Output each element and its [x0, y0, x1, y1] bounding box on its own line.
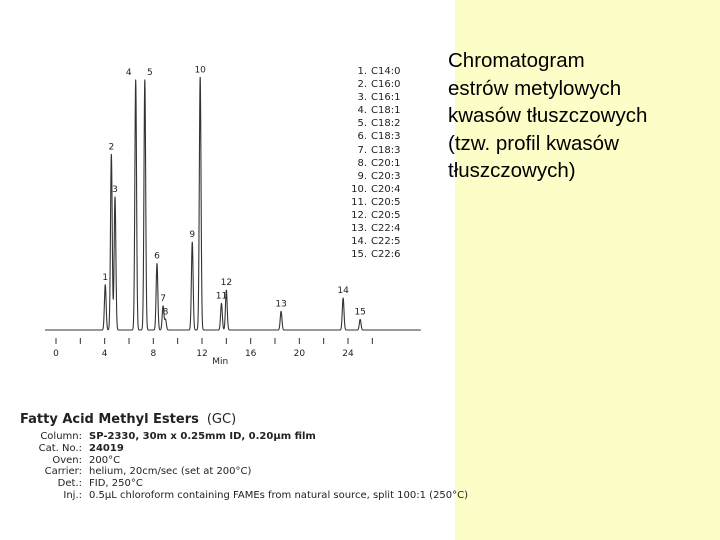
legend-number: 8.: [357, 157, 367, 169]
legend-item: [341, 78, 400, 91]
legend-item: [341, 183, 400, 196]
legend-compound: C18:3: [371, 131, 401, 143]
legend-compound: C20:5: [371, 196, 401, 208]
legend-item: [341, 209, 400, 222]
legend-item: [341, 144, 400, 157]
legend-number: 11.: [351, 196, 367, 208]
method-rows: [20, 431, 468, 502]
caption-line: kwasów tłuszczowych: [448, 104, 648, 127]
legend-number: 1.: [357, 66, 367, 77]
legend-compound: C20:1: [371, 157, 401, 169]
x-tick-label: 20: [293, 349, 306, 359]
peak-legend: [341, 65, 400, 261]
legend-compound: C16:1: [371, 92, 401, 104]
legend-compound: C20:3: [371, 170, 401, 182]
legend-compound: C22:4: [371, 223, 401, 235]
x-tick-label: 24: [342, 349, 354, 359]
peak-label: 4: [125, 67, 132, 78]
legend-item: [341, 196, 400, 209]
legend-compound: C18:1: [371, 105, 401, 117]
method-row-value: 0.5µL chloroform containing FAMEs from natural source, split 100:1 (250°C): [89, 489, 469, 501]
x-tick-label: 0: [53, 349, 59, 359]
caption-text: [448, 47, 716, 185]
legend-number: 2.: [357, 79, 367, 91]
method-row-value: SP-2330, 30m x 0.25mm ID, 0.20µm film: [89, 431, 316, 442]
legend-number: 4.: [357, 105, 367, 117]
x-tick-label: 4: [101, 349, 108, 359]
peak-label: 14: [337, 286, 349, 297]
method-row-value: helium, 20cm/sec (set at 200°C): [89, 466, 252, 478]
legend-compound: C22:6: [371, 249, 401, 261]
legend-compound: C18:3: [371, 144, 401, 156]
method-row: [20, 431, 468, 443]
method-row-label: Carrier:: [44, 466, 82, 478]
legend-number: 12.: [351, 210, 367, 222]
peak-label: 3: [112, 185, 118, 195]
legend-item: [341, 65, 400, 78]
peak-label: 7: [160, 294, 166, 305]
x-tick-label: 16: [244, 349, 257, 359]
legend-number: 13.: [351, 223, 367, 235]
method-row: [20, 443, 468, 455]
method-row-label: Column:: [40, 431, 82, 442]
method-row: [20, 478, 468, 490]
peak-label: 1: [102, 272, 109, 283]
caption-line: estrów metylowych: [448, 76, 622, 100]
legend-number: 7.: [357, 144, 367, 156]
method-row: [20, 455, 468, 467]
caption-line: (tzw. profil kwasów: [448, 131, 619, 155]
legend-number: 14.: [351, 236, 367, 248]
legend-number: 9.: [357, 170, 367, 182]
peak-label: 5: [146, 67, 153, 78]
method-title-text: Fatty Acid Methyl Esters: [20, 412, 199, 427]
method-row-label: Cat. No.:: [38, 442, 82, 454]
legend-number: 5.: [357, 118, 367, 130]
legend-compound: C18:2: [371, 118, 401, 130]
legend-number: 3.: [357, 92, 367, 104]
legend-number: 15.: [351, 249, 367, 261]
peak-label: 11: [215, 291, 228, 302]
peak-label: 10: [194, 65, 206, 76]
peak-label: 6: [154, 251, 160, 262]
method-row-label: Oven:: [52, 454, 82, 466]
legend-item: [341, 222, 400, 235]
legend-item: [341, 248, 400, 261]
legend-compound: C16:0: [371, 79, 401, 91]
legend-compound: C22:5: [371, 236, 401, 248]
method-row: [20, 490, 468, 502]
method-row-value: 200°C: [89, 454, 121, 466]
legend-item: [341, 130, 400, 143]
peak-label: 12: [220, 278, 233, 289]
legend-item: [341, 235, 400, 248]
legend-item: [341, 91, 400, 104]
legend-compound: C20:5: [371, 210, 401, 222]
method-info: [20, 412, 468, 502]
peak-label: 13: [275, 299, 287, 310]
method-row-label: Inj.:: [63, 489, 82, 501]
method-row: [20, 466, 468, 478]
method-row-value: 24019: [89, 442, 124, 454]
legend-item: [341, 104, 400, 117]
peak-label: 9: [189, 230, 196, 241]
method-row-label: Det.:: [57, 478, 82, 490]
method-subtitle: (GC): [206, 412, 237, 427]
caption-line: Chromatogram: [448, 49, 585, 72]
x-axis-label: Min: [212, 357, 229, 367]
legend-item: [341, 170, 400, 183]
peak-label: 15: [354, 307, 366, 318]
legend-item: [341, 117, 400, 130]
method-title: [20, 412, 468, 427]
x-tick-label: 8: [150, 349, 157, 359]
legend-compound: C20:4: [371, 183, 401, 195]
peak-label: 2: [108, 142, 115, 153]
legend-compound: C14:0: [371, 66, 401, 77]
legend-number: 6.: [357, 131, 367, 143]
peak-label: 8: [162, 307, 169, 318]
legend-number: 10.: [351, 183, 367, 195]
method-row-value: FID, 250°C: [89, 478, 143, 490]
caption-line: tłuszczowych): [448, 159, 576, 182]
x-tick-label: 12: [196, 349, 208, 359]
legend-item: [341, 157, 400, 170]
